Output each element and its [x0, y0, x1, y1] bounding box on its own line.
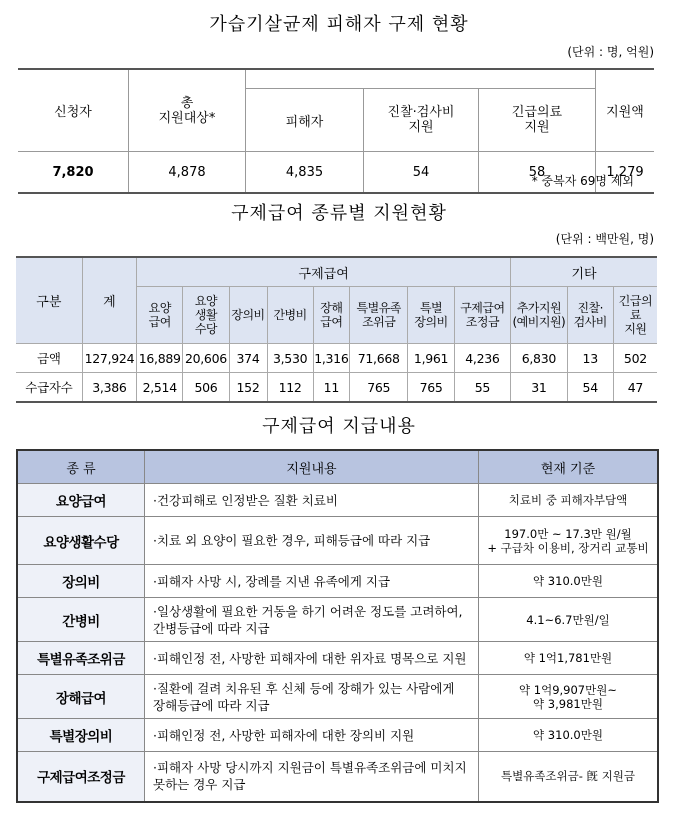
col-header: 간병비 — [267, 287, 313, 344]
value-amount: 1,279 — [596, 152, 655, 194]
header-exam-cost: 진찰·검사비 지원 — [364, 89, 479, 152]
content-cell: ·일상생활에 필요한 거동을 하기 어려운 정도를 고려하여, 간병등급에 따라 지급 — [145, 598, 479, 642]
col-header: 장의비 — [229, 287, 267, 344]
table-cell: 31 — [511, 373, 567, 403]
col-header: 요양 생활 수당 — [183, 287, 229, 344]
type-cell: 장의비 — [17, 565, 145, 598]
content-cell: ·피해자 사망 당시까지 지원금이 특별유족조위금에 미치지 못하는 경우 지급 — [145, 752, 479, 802]
header-applicants: 신청자 — [18, 69, 129, 152]
content-cell: ·치료 외 요양이 필요한 경우, 피해등급에 따라 지급 — [145, 517, 479, 565]
type-cell: 특별장의비 — [17, 719, 145, 752]
table-cell: 1,316 — [313, 344, 349, 373]
value-victims: 4,835 — [246, 152, 364, 194]
header-victims: 피해자 — [246, 89, 364, 152]
col-header: 요양 급여 — [137, 287, 183, 344]
table-cell: 47 — [613, 373, 657, 403]
section2-title: 구제급여 종류별 지원현황 — [231, 203, 447, 224]
type-cell: 장해급여 — [17, 675, 145, 719]
table-cell: 374 — [229, 344, 267, 373]
section1-title: 가습기살균제 피해자 구제 현황 — [209, 14, 469, 35]
header-emergency-medical: 긴급의료 지원 — [479, 89, 596, 152]
standard-cell: 약 310.0만원 — [479, 719, 659, 752]
type-cell: 특별유족조위금 — [17, 642, 145, 675]
table-cell: 506 — [183, 373, 229, 403]
header-total-support: 총 지원대상* — [129, 69, 246, 152]
table-cell: 2,514 — [137, 373, 183, 403]
header-category: 구분 — [16, 257, 82, 344]
table-cell: 54 — [567, 373, 613, 403]
row-label: 수급자수 — [16, 373, 82, 403]
section1-unit: (단위 : 명, 억원) — [567, 45, 654, 59]
table-cell: 3,530 — [267, 344, 313, 373]
standard-cell: 약 310.0만원 — [479, 565, 659, 598]
header-amount: 지원액 — [596, 69, 655, 152]
standard-cell: 약 1억9,907만원~ 약 3,981만원 — [479, 675, 659, 719]
standard-cell: 4.1~6.7만원/일 — [479, 598, 659, 642]
header-standard: 현재 기준 — [479, 450, 659, 484]
col-header: 긴급의료 지원 — [613, 287, 657, 344]
table-cell: 11 — [313, 373, 349, 403]
standard-cell: 치료비 중 피해자부담액 — [479, 484, 659, 517]
type-cell: 요양생활수당 — [17, 517, 145, 565]
header-content: 지원내용 — [145, 450, 479, 484]
col-header: 특별 장의비 — [408, 287, 454, 344]
table-cell: 765 — [349, 373, 408, 403]
standard-cell: 197.0만 ~ 17.3만 원/월 + 구급차 이용비, 장거리 교통비 — [479, 517, 659, 565]
col-header: 구제급여 조정금 — [454, 287, 510, 344]
section3-title: 구제급여 지급내용 — [262, 416, 416, 437]
section1-note: * 중복자 69명 제외 — [531, 174, 634, 188]
table-cell: 502 — [613, 344, 657, 373]
table-cell: 13 — [567, 344, 613, 373]
type-cell: 간병비 — [17, 598, 145, 642]
type-cell: 요양급여 — [17, 484, 145, 517]
table-cell: 1,961 — [408, 344, 454, 373]
section2-unit: (단위 : 백만원, 명) — [555, 232, 654, 246]
content-cell: ·피해자 사망 시, 장례를 지낸 유족에게 지급 — [145, 565, 479, 598]
header-relief-group: 구제급여 — [137, 257, 511, 287]
table-cell: 152 — [229, 373, 267, 403]
table-cell: 112 — [267, 373, 313, 403]
table-cell: 4,236 — [454, 344, 510, 373]
col-header: 특별유족 조위금 — [349, 287, 408, 344]
standard-cell: 약 1억1,781만원 — [479, 642, 659, 675]
value-emergency-medical: 58 — [479, 152, 596, 194]
header-breakdown-group — [246, 69, 596, 152]
table-cell: 55 — [454, 373, 510, 403]
row-label: 금액 — [16, 344, 82, 373]
header-total: 계 — [82, 257, 136, 344]
table-cell: 71,668 — [349, 344, 408, 373]
relief-payment-details-table — [16, 449, 659, 803]
table-cell: 3,386 — [82, 373, 136, 403]
table-cell: 765 — [408, 373, 454, 403]
relief-type-support-table — [16, 256, 657, 403]
table-cell: 6,830 — [511, 344, 567, 373]
value-total-support: 4,878 — [129, 152, 246, 194]
table-cell: 20,606 — [183, 344, 229, 373]
content-cell: ·건강피해로 인정받은 질환 치료비 — [145, 484, 479, 517]
type-cell: 구제급여조정금 — [17, 752, 145, 802]
col-header: 장해 급여 — [313, 287, 349, 344]
content-cell: ·피해인정 전, 사망한 피해자에 대한 위자료 명목으로 지원 — [145, 642, 479, 675]
header-other-group: 기타 — [511, 257, 657, 287]
value-applicants: 7,820 — [18, 152, 129, 194]
header-type: 종 류 — [17, 450, 145, 484]
col-header: 진찰· 검사비 — [567, 287, 613, 344]
standard-cell: 특별유족조위금- 旣 지원금 — [479, 752, 659, 802]
table-cell: 16,889 — [137, 344, 183, 373]
content-cell: ·피해인정 전, 사망한 피해자에 대한 장의비 지원 — [145, 719, 479, 752]
content-cell: ·질환에 걸려 치유된 후 신체 등에 장해가 있는 사람에게 장해등급에 따라 지급 — [145, 675, 479, 719]
table-cell: 127,924 — [82, 344, 136, 373]
col-header: 추가지원 (예비지원) — [511, 287, 567, 344]
value-exam-cost: 54 — [364, 152, 479, 194]
